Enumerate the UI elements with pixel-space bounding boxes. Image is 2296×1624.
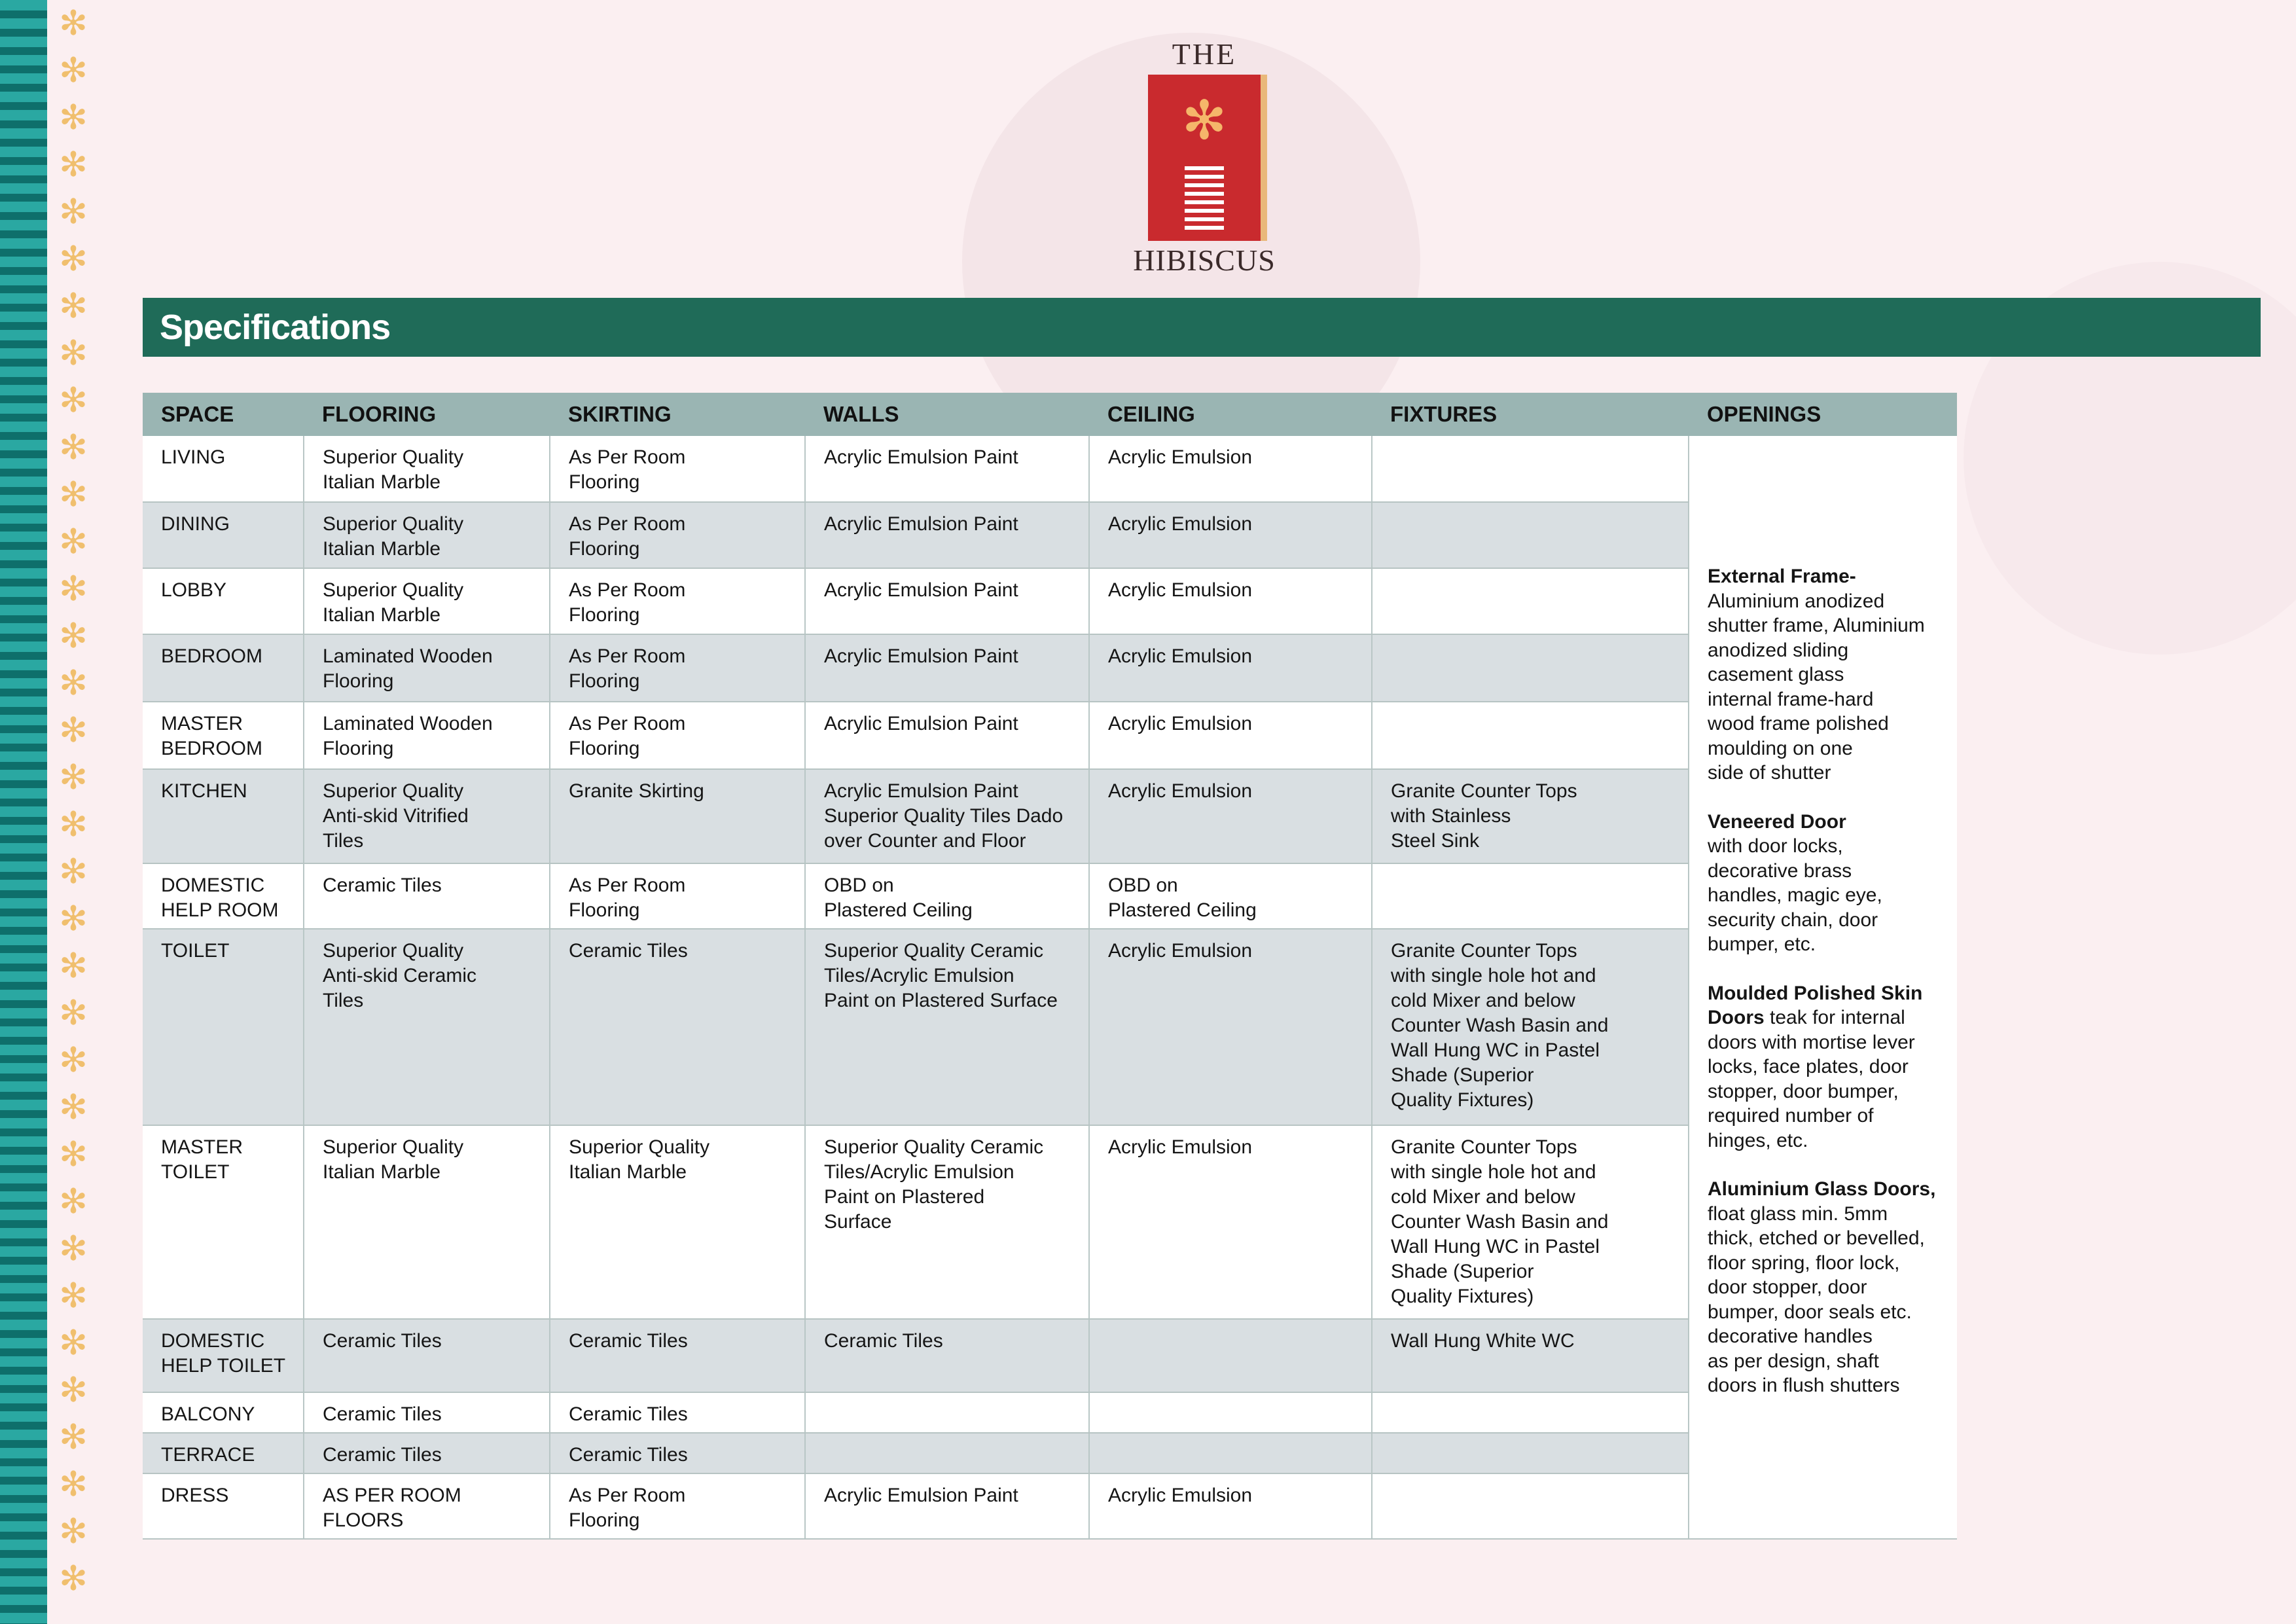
cell-walls: Acrylic Emulsion Paint	[805, 436, 1089, 502]
table-row	[143, 436, 1957, 502]
cell-space: DINING	[143, 502, 304, 568]
cell-walls	[805, 1392, 1089, 1433]
table-row	[143, 1473, 1957, 1539]
cell-flooring: AS PER ROOM FLOORS	[304, 1473, 550, 1539]
cell-space: MASTER TOILET	[143, 1125, 304, 1319]
cell-flooring: Superior Quality Italian Marble	[304, 436, 550, 502]
column-header: FIXTURES	[1372, 393, 1689, 436]
section-banner	[143, 298, 2261, 357]
cell-fixtures: Granite Counter Tops with Stainless Steel Sink	[1372, 769, 1689, 863]
cell-walls: Acrylic Emulsion Paint	[805, 634, 1089, 702]
cell-ceiling: Acrylic Emulsion	[1089, 502, 1372, 568]
cell-skirting: As Per Room Flooring	[550, 702, 805, 769]
brand-logo	[1126, 37, 1283, 279]
cell-fixtures: Wall Hung White WC	[1372, 1319, 1689, 1392]
cell-space: TERRACE	[143, 1433, 304, 1473]
cell-ceiling: Acrylic Emulsion	[1089, 568, 1372, 634]
cell-fixtures	[1372, 1392, 1689, 1433]
cell-walls: Acrylic Emulsion Paint	[805, 502, 1089, 568]
table-header-row	[143, 393, 1957, 436]
table-row	[143, 769, 1957, 863]
column-header: SKIRTING	[550, 393, 805, 436]
cell-ceiling	[1089, 1392, 1372, 1433]
flower-icon: ✻	[59, 853, 88, 891]
cell-skirting: Granite Skirting	[550, 769, 805, 863]
cell-ceiling: Acrylic Emulsion	[1089, 1473, 1372, 1539]
column-header: SPACE	[143, 393, 304, 436]
cell-flooring: Ceramic Tiles	[304, 1319, 550, 1392]
flower-icon: ✻	[59, 712, 88, 749]
cell-space: MASTER BEDROOM	[143, 702, 304, 769]
flower-icon: ✻	[59, 334, 88, 372]
cell-skirting: Ceramic Tiles	[550, 929, 805, 1125]
cell-walls: OBD on Plastered Ceiling	[805, 863, 1089, 929]
cell-skirting: Superior Quality Italian Marble	[550, 1125, 805, 1319]
cell-ceiling: Acrylic Emulsion	[1089, 1125, 1372, 1319]
cell-skirting: As Per Room Flooring	[550, 1473, 805, 1539]
cell-flooring: Laminated Wooden Flooring	[304, 634, 550, 702]
cell-flooring: Superior Quality Italian Marble	[304, 1125, 550, 1319]
column-header: CEILING	[1089, 393, 1372, 436]
flower-icon: ✻	[59, 1324, 88, 1362]
openings-text: with door locks, decorative brass handles, magic eye, security chain, door bumper, etc.	[1708, 835, 1882, 955]
cell-walls: Acrylic Emulsion Paint	[805, 702, 1089, 769]
cell-fixtures	[1372, 634, 1689, 702]
openings-item	[1708, 981, 1944, 1153]
flower-icon: ✻	[59, 664, 88, 702]
cell-ceiling	[1089, 1319, 1372, 1392]
table-row	[143, 1433, 1957, 1473]
cell-flooring: Ceramic Tiles	[304, 1433, 550, 1473]
logo-text-top: THE	[1172, 37, 1237, 71]
cell-fixtures	[1372, 1433, 1689, 1473]
openings-item	[1708, 1177, 1944, 1398]
cell-openings	[1689, 436, 1957, 1539]
openings-heading: External Frame-	[1708, 566, 1856, 587]
cell-skirting: Ceramic Tiles	[550, 1319, 805, 1392]
cell-ceiling: Acrylic Emulsion	[1089, 436, 1372, 502]
openings-text: Aluminium anodized shutter frame, Aluminium anodized sliding casement glass internal frame-hard wood frame polished moulding on one side of shutter	[1708, 590, 1925, 784]
flower-icon: ✻	[59, 287, 88, 325]
cell-skirting: As Per Room Flooring	[550, 634, 805, 702]
cell-ceiling: Acrylic Emulsion	[1089, 702, 1372, 769]
cell-skirting: As Per Room Flooring	[550, 502, 805, 568]
flower-icon: ✻	[59, 1513, 88, 1551]
cell-ceiling	[1089, 1433, 1372, 1473]
table-row	[143, 929, 1957, 1125]
cell-walls: Superior Quality Ceramic Tiles/Acrylic Emulsion Paint on Plastered Surface	[805, 1125, 1089, 1319]
flower-border	[47, 0, 99, 1624]
cell-space: DOMESTIC HELP ROOM	[143, 863, 304, 929]
cell-skirting: As Per Room Flooring	[550, 568, 805, 634]
logo-text-bottom: HIBISCUS	[1133, 244, 1276, 277]
flower-icon: ✻	[59, 1418, 88, 1456]
table-row	[143, 702, 1957, 769]
cell-skirting: As Per Room Flooring	[550, 436, 805, 502]
cell-ceiling: OBD on Plastered Ceiling	[1089, 863, 1372, 929]
table-row	[143, 634, 1957, 702]
cell-fixtures	[1372, 436, 1689, 502]
flower-icon: ✻	[59, 900, 88, 938]
cell-flooring: Ceramic Tiles	[304, 1392, 550, 1433]
flower-icon: ✻	[59, 429, 88, 467]
cell-skirting: Ceramic Tiles	[550, 1433, 805, 1473]
cell-space: BEDROOM	[143, 634, 304, 702]
cell-fixtures	[1372, 502, 1689, 568]
openings-heading: Aluminium Glass Doors,	[1708, 1178, 1936, 1200]
cell-walls: Ceramic Tiles	[805, 1319, 1089, 1392]
flower-icon: ✻	[59, 1041, 88, 1079]
cell-flooring: Laminated Wooden Flooring	[304, 702, 550, 769]
cell-space: BALCONY	[143, 1392, 304, 1433]
cell-space: DRESS	[143, 1473, 304, 1539]
cell-flooring: Superior Quality Anti-skid Ceramic Tiles	[304, 929, 550, 1125]
openings-item	[1708, 564, 1944, 785]
flower-icon: ✻	[59, 52, 88, 90]
cell-walls: Acrylic Emulsion Paint	[805, 1473, 1089, 1539]
cell-walls: Acrylic Emulsion Paint	[805, 568, 1089, 634]
flower-icon: ✻	[59, 1466, 88, 1504]
cell-fixtures	[1372, 863, 1689, 929]
cell-fixtures	[1372, 702, 1689, 769]
logo-emblem	[1148, 75, 1261, 241]
flower-icon: ✻	[59, 947, 88, 985]
page-title: Specifications	[160, 308, 391, 347]
openings-text: float glass min. 5mm thick, etched or bevelled, floor spring, floor lock, door stopper, door bumper, door seals etc. decorative handles as per design, shaft doors in flush shutters	[1708, 1202, 1925, 1396]
table-row	[143, 1392, 1957, 1433]
cell-ceiling: Acrylic Emulsion	[1089, 769, 1372, 863]
flower-icon: ✻	[59, 382, 88, 420]
hibiscus-star-icon: ✻	[1181, 91, 1227, 151]
table-row	[143, 1125, 1957, 1319]
table-row	[143, 502, 1957, 568]
flower-icon: ✻	[59, 617, 88, 655]
flower-icon: ✻	[59, 994, 88, 1032]
flower-icon: ✻	[59, 193, 88, 231]
flower-icon: ✻	[59, 570, 88, 608]
cell-walls: Superior Quality Ceramic Tiles/Acrylic Emulsion Paint on Plastered Surface	[805, 929, 1089, 1125]
flower-icon: ✻	[59, 1230, 88, 1268]
cell-walls	[805, 1433, 1089, 1473]
cell-flooring: Superior Quality Anti-skid Vitrified Tiles	[304, 769, 550, 863]
cell-space: TOILET	[143, 929, 304, 1125]
cell-flooring: Ceramic Tiles	[304, 863, 550, 929]
openings-item	[1708, 810, 1944, 957]
flower-icon: ✻	[59, 1089, 88, 1127]
flower-icon: ✻	[59, 1183, 88, 1221]
cell-fixtures	[1372, 568, 1689, 634]
flower-icon: ✻	[59, 1277, 88, 1315]
cell-flooring: Superior Quality Italian Marble	[304, 502, 550, 568]
striped-border	[0, 0, 47, 1624]
flower-icon: ✻	[59, 5, 88, 43]
cell-flooring: Superior Quality Italian Marble	[304, 568, 550, 634]
cell-skirting: As Per Room Flooring	[550, 863, 805, 929]
flower-icon: ✻	[59, 1560, 88, 1598]
cell-space: LOBBY	[143, 568, 304, 634]
specifications-table	[143, 393, 1957, 1540]
column-header: OPENINGS	[1689, 393, 1957, 436]
cell-fixtures: Granite Counter Tops with single hole hot and cold Mixer and below Counter Wash Basin and Wall Hung WC in Pastel Shade (Superior Quality Fixtures)	[1372, 929, 1689, 1125]
flower-icon: ✻	[59, 476, 88, 514]
column-header: WALLS	[805, 393, 1089, 436]
flower-icon: ✻	[59, 99, 88, 137]
flower-icon: ✻	[59, 1371, 88, 1409]
table-row	[143, 1319, 1957, 1392]
cell-skirting: Ceramic Tiles	[550, 1392, 805, 1433]
cell-ceiling: Acrylic Emulsion	[1089, 634, 1372, 702]
cell-fixtures: Granite Counter Tops with single hole hot and cold Mixer and below Counter Wash Basin and Wall Hung WC in Pastel Shade (Superior Quality Fixtures)	[1372, 1125, 1689, 1319]
openings-heading: Moulded Polished Skin Doors	[1708, 982, 1923, 1028]
cell-ceiling: Acrylic Emulsion	[1089, 929, 1372, 1125]
table-row	[143, 568, 1957, 634]
flower-icon: ✻	[59, 240, 88, 278]
cell-space: KITCHEN	[143, 769, 304, 863]
openings-text: teak for internal doors with mortise lever locks, face plates, door stopper, door bumper, required number of hinges, etc.	[1708, 1007, 1915, 1151]
cell-space: LIVING	[143, 436, 304, 502]
column-header: FLOORING	[304, 393, 550, 436]
flower-icon: ✻	[59, 523, 88, 561]
flower-icon: ✻	[59, 146, 88, 184]
cell-space: DOMESTIC HELP TOILET	[143, 1319, 304, 1392]
table-row	[143, 863, 1957, 929]
cell-walls: Acrylic Emulsion Paint Superior Quality Tiles Dado over Counter and Floor	[805, 769, 1089, 863]
flower-icon: ✻	[59, 759, 88, 797]
cell-fixtures	[1372, 1473, 1689, 1539]
logo-stripes	[1185, 166, 1224, 232]
flower-icon: ✻	[59, 806, 88, 844]
flower-icon: ✻	[59, 1136, 88, 1174]
openings-heading: Veneered Door	[1708, 810, 1846, 833]
